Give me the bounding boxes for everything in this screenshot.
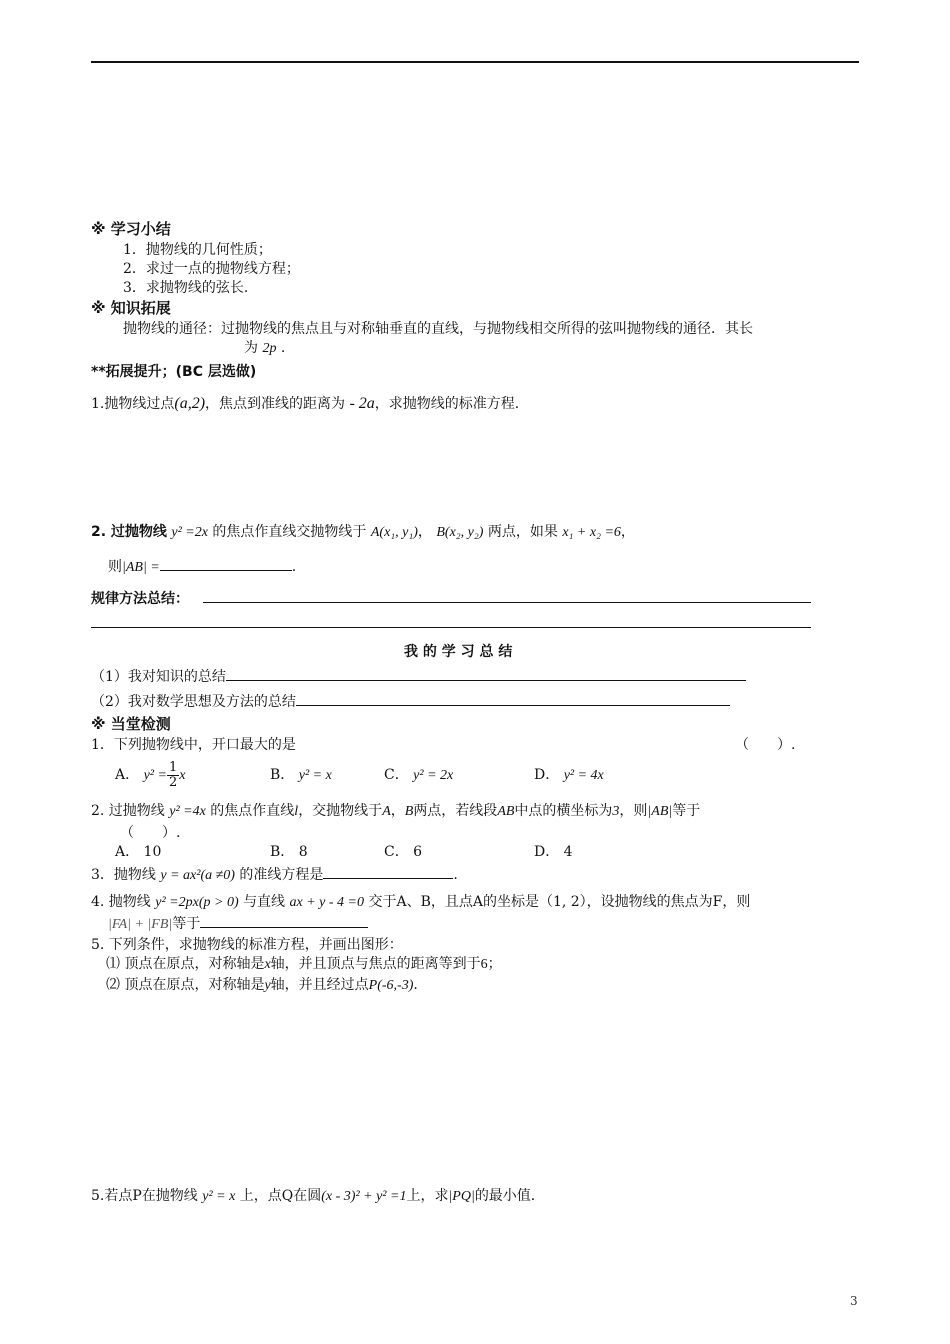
- extension-heading: ※ 知识拓展: [91, 299, 171, 317]
- check-q2-options: [115, 841, 573, 861]
- my-summary-item-2: [91, 691, 730, 711]
- check-q6-eq: y² = x: [202, 1189, 236, 1204]
- advanced-q2-a: 2. 过抛物线: [91, 524, 167, 540]
- page-number: 3: [850, 1294, 858, 1308]
- advanced-q1-b: ，焦点到准线的距离为: [205, 396, 346, 412]
- check-q1-option-d-label: D．: [534, 767, 560, 783]
- check-q2-l: l: [294, 804, 299, 819]
- check-q5: 5. 下列条件，求抛物线的标准方程，并画出图形：: [91, 937, 403, 953]
- advanced-q2-pointA: A(x₁, y₁): [370, 525, 418, 540]
- check-q2-option-b[interactable]: B． 8: [270, 844, 308, 860]
- check-q2-paren: （ ）.: [120, 825, 181, 841]
- check-q5-2: [106, 974, 418, 994]
- check-q2: [91, 800, 700, 820]
- check-q6-c: 上，求: [406, 1188, 449, 1204]
- check-q1-options: [115, 758, 604, 792]
- method-label: 规律方法总结：: [91, 591, 189, 607]
- advanced-q1-a: 1.抛物线过点: [91, 396, 175, 412]
- advanced-q2-cond: x₁ + x₂ =6: [562, 525, 621, 540]
- check-q1: 1．下列抛物线中，开口最大的是: [91, 737, 296, 753]
- advanced-q2-blank[interactable]: [160, 556, 292, 571]
- advanced-q2-eq: y² =2x: [171, 525, 208, 540]
- check-q2-B: B: [404, 804, 414, 819]
- check-q3-a: 3．抛物线: [91, 867, 156, 883]
- check-q6-a: 5.若点P在抛物线: [91, 1188, 198, 1204]
- check-q4-line: ax + y - 4 =0: [289, 895, 364, 910]
- check-q1-option-a-lhs: y² =: [143, 768, 167, 783]
- check-q1-option-a-fraction: [167, 761, 179, 790]
- check-q4-c: 交于A、B，且点A的坐标是（1, 2），设抛物线的焦点为F，则: [368, 894, 751, 910]
- check-q6-b: 上，点Q在圆: [239, 1188, 322, 1204]
- my-summary-item-1-blank[interactable]: [226, 666, 746, 681]
- check-q6: [91, 1185, 535, 1205]
- my-summary-title: 我 的 学 习 总 结: [404, 644, 513, 660]
- method-line-1[interactable]: [203, 602, 811, 603]
- check-q5-2-y: y: [264, 978, 271, 993]
- check-q2-absAB: |AB|: [647, 804, 673, 819]
- check-q4-d: 等于: [172, 916, 201, 932]
- advanced-q1-point: (a,2): [174, 395, 206, 412]
- latus-rectum-value: 2p: [262, 341, 277, 356]
- advanced-q2-end: .: [291, 559, 297, 575]
- check-q1-option-b-eq: y² = x: [298, 768, 332, 783]
- check-q2-c: ，交抛物线于: [298, 803, 383, 819]
- check-q2-AB: AB: [497, 804, 515, 819]
- extension-text-1: 抛物线的通径：过抛物线的焦点且与对称轴垂直的直线，与抛物线相交所得的弦叫抛物线的通径．其长: [123, 321, 753, 337]
- advanced-q2-answer: [108, 556, 296, 576]
- extension-text-2: [244, 337, 285, 357]
- check-q2-A: A: [382, 804, 391, 819]
- check-q3-end: .: [453, 867, 458, 883]
- check-q1-option-a-rhs: x: [179, 768, 186, 783]
- check-q3-b: 的准线方程是: [239, 867, 324, 883]
- check-q1-paren: （ ）.: [735, 737, 796, 753]
- check-q3: [91, 864, 458, 884]
- summary-heading: ※ 学习小结: [91, 220, 171, 238]
- fraction-numerator: 1: [168, 759, 178, 775]
- advanced-q2-b: 的焦点作直线交抛物线于: [212, 524, 367, 540]
- check-q5-2-a: ⑵ 顶点在原点，对称轴是: [106, 977, 265, 993]
- my-summary-item-1-label: （1）我对知识的总结: [91, 669, 226, 685]
- summary-item-2: 2．求过一点的抛物线方程；: [123, 261, 300, 277]
- check-q2-f: 中点的横坐标为: [514, 803, 613, 819]
- advanced-q2-d: ，: [620, 524, 635, 540]
- check-q5-1-c: 6: [480, 957, 488, 972]
- check-q5-2-b: 轴，并且经过点: [270, 977, 369, 993]
- check-q1-option-d-eq: y² = 4x: [563, 768, 604, 783]
- advanced-q2-sep: ，: [417, 524, 432, 540]
- check-q4-line-2: [108, 913, 368, 933]
- check-q5-1-d: ；: [487, 956, 502, 972]
- check-q6-circle: (x - 3)² + y² =1: [321, 1189, 407, 1204]
- summary-item-3: 3．求抛物线的弦长.: [123, 280, 249, 296]
- check-q2-a: 2. 过抛物线: [91, 803, 165, 819]
- check-q1-option-b-label: B．: [270, 767, 295, 783]
- check-q5-2-P: P(-6,-3): [368, 978, 414, 993]
- check-q2-g: ，则: [619, 803, 648, 819]
- check-heading: ※ 当堂检测: [91, 715, 171, 733]
- extension-text-2-end: .: [280, 340, 286, 356]
- check-q2-h: 等于: [672, 803, 701, 819]
- method-line-2[interactable]: [91, 627, 811, 628]
- check-q3-eq: y = ax²(a ≠0): [160, 868, 235, 883]
- fraction-denominator: 2: [168, 774, 178, 790]
- my-summary-item-2-blank[interactable]: [296, 691, 730, 706]
- check-q4-blank[interactable]: [200, 913, 368, 928]
- check-q1-option-d[interactable]: [534, 758, 604, 793]
- check-q2-3: 3: [612, 804, 620, 819]
- check-q2-option-c[interactable]: C． 6: [384, 844, 423, 860]
- my-summary-item-1: [91, 666, 746, 686]
- advanced-q2: [91, 521, 635, 541]
- check-q1-option-c[interactable]: [384, 758, 534, 793]
- check-q4: [91, 891, 750, 911]
- check-q2-b: 的焦点作直线: [210, 803, 295, 819]
- check-q4-b: 与直线: [243, 894, 286, 910]
- advanced-q2-pointB: B(x₂, y₂): [436, 525, 484, 540]
- advanced-q2-abs: |AB| =: [122, 560, 160, 575]
- check-q2-d: ，: [390, 803, 405, 819]
- check-q2-e: 两点，若线段: [413, 803, 498, 819]
- check-q3-blank[interactable]: [323, 864, 453, 879]
- check-q5-2-c: .: [413, 977, 418, 993]
- advanced-q1-dist: - 2a: [349, 395, 375, 412]
- check-q2-eq: y² =4x: [169, 804, 206, 819]
- advanced-q2-then: 则: [108, 559, 122, 575]
- advanced-heading: [91, 361, 256, 381]
- check-q4-eq: y² =2px(p > 0): [155, 895, 239, 910]
- check-q5-1-x: x: [264, 957, 271, 972]
- check-q1-option-b[interactable]: [270, 758, 384, 793]
- advanced-heading-text: **拓展提升；(BC 层选做): [91, 364, 257, 380]
- header-rule: [91, 61, 859, 63]
- check-q4-expr: |FA| + |FB|: [108, 917, 173, 932]
- advanced-q1-c: ，求抛物线的标准方程.: [374, 396, 520, 412]
- summary-item-1: 1．抛物线的几何性质；: [123, 242, 272, 258]
- check-q1-option-c-eq: y² = 2x: [413, 768, 454, 783]
- check-q6-d: 的最小值.: [474, 1188, 536, 1204]
- my-summary-item-2-label: （2）我对数学思想及方法的总结: [91, 694, 296, 710]
- check-q6-PQ: |PQ|: [448, 1189, 475, 1204]
- check-q1-option-c-label: C．: [384, 767, 409, 783]
- extension-text-2-a: 为: [244, 340, 258, 356]
- check-q1-option-a[interactable]: [115, 758, 270, 793]
- check-q2-option-a[interactable]: A． 10: [115, 844, 162, 860]
- advanced-q1: [91, 393, 519, 413]
- check-q5-1-a: ⑴ 顶点在原点，对称轴是: [106, 956, 265, 972]
- advanced-q2-c: 两点，如果: [487, 524, 558, 540]
- check-q2-option-d[interactable]: D． 4: [534, 844, 573, 860]
- check-q1-option-a-label: A．: [115, 767, 140, 783]
- check-q5-1: [106, 953, 502, 973]
- check-q4-a: 4. 抛物线: [91, 894, 151, 910]
- check-q5-1-b: 轴，并且顶点与焦点的距离等到于: [270, 956, 481, 972]
